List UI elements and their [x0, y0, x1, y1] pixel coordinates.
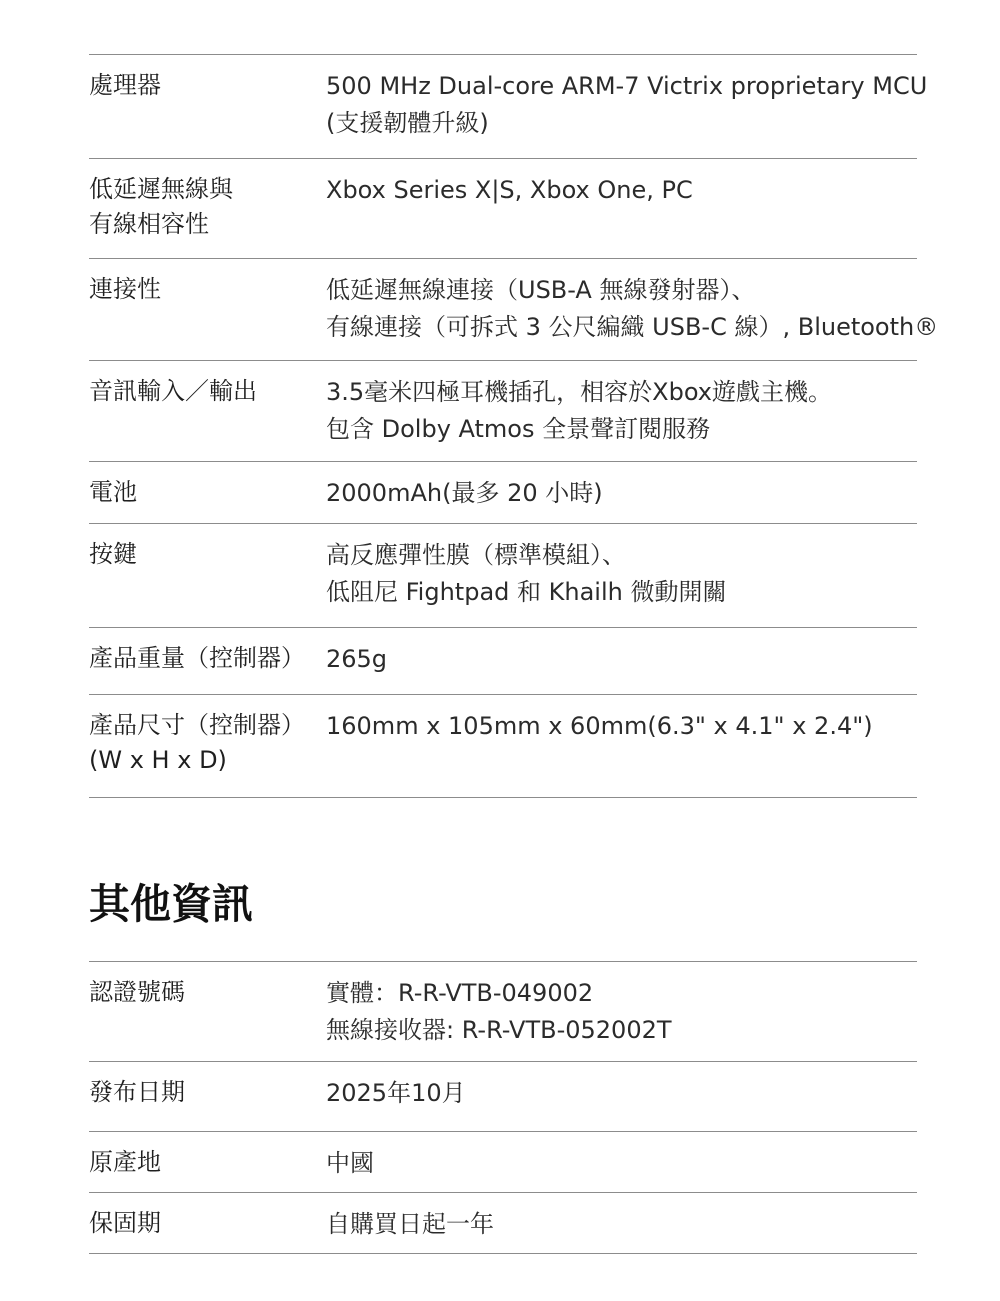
info-value-line: 實體：R-R-VTB-049002 — [326, 979, 594, 1007]
spec-label: 處理器 — [89, 71, 161, 99]
spec-value — [326, 159, 917, 258]
spec-label — [89, 695, 326, 797]
info-value — [326, 1193, 917, 1253]
spec-value — [326, 695, 917, 797]
spec-value-line: 500 MHz Dual-core ARM-7 Victrix proprietary MCU — [326, 72, 928, 100]
spec-label — [89, 159, 326, 258]
spec-label-line: (W x H x D) — [89, 746, 227, 774]
info-label: 認證號碼 — [89, 978, 185, 1006]
spec-row-processor — [89, 54, 928, 158]
spec-label: 連接性 — [89, 275, 161, 303]
info-value-line: 無線接收器: R-R-VTB-052002T — [326, 1016, 672, 1044]
spec-value-line: 包含 Dolby Atmos 全景聲訂閱服務 — [326, 415, 711, 443]
section-title-other-info: 其他資訊 — [89, 880, 253, 928]
spec-row-connectivity — [89, 258, 939, 360]
spec-row-weight — [89, 627, 917, 694]
spec-table — [89, 54, 939, 798]
spec-row-buttons — [89, 523, 917, 627]
info-label: 保固期 — [89, 1209, 161, 1237]
spec-value-line: 低延遲無線連接（USB-A 無線發射器）、 — [326, 276, 756, 304]
spec-value-line: 有線連接（可拆式 3 公尺編織 USB-C 線）, Bluetooth® — [326, 313, 939, 341]
spec-label: 產品重量（控制器） — [89, 644, 305, 672]
info-value-line: 中國 — [326, 1149, 374, 1177]
info-row-origin — [89, 1131, 917, 1192]
spec-value — [326, 361, 917, 461]
other-info-table — [89, 961, 917, 1254]
spec-label-line: 低延遲無線與 — [89, 175, 233, 203]
info-value-line: 自購買日起一年 — [326, 1210, 494, 1238]
spec-value-line: 低阻尼 Fightpad 和 Khailh 微動開關 — [326, 578, 727, 606]
info-row-certification — [89, 961, 917, 1061]
info-label: 原產地 — [89, 1148, 161, 1176]
spec-value-line: Xbox Series X|S, Xbox One, PC — [326, 176, 693, 204]
spec-value-line: 高反應彈性膜（標準模組）、 — [326, 541, 626, 569]
spec-label-line: 產品尺寸（控制器） — [89, 711, 305, 739]
spec-row-compatibility — [89, 158, 917, 258]
spec-value — [326, 524, 917, 627]
spec-label-line: 有線相容性 — [89, 210, 209, 238]
spec-row-dimensions — [89, 694, 917, 798]
info-label: 發布日期 — [89, 1078, 185, 1106]
spec-value — [326, 259, 938, 360]
info-value — [326, 1132, 917, 1192]
spec-value — [326, 628, 917, 694]
spec-value-line: 3.5毫米四極耳機插孔，相容於Xbox遊戲主機。 — [326, 378, 832, 406]
spec-row-battery — [89, 461, 917, 523]
spec-label: 按鍵 — [89, 540, 137, 568]
spec-value-line: 160mm x 105mm x 60mm(6.3" x 4.1" x 2.4") — [326, 712, 873, 740]
spec-label: 音訊輸入／輸出 — [89, 377, 257, 405]
info-value-line: 2025年10月 — [326, 1079, 466, 1107]
info-row-release-date — [89, 1061, 917, 1131]
spec-value — [326, 462, 917, 523]
info-row-warranty — [89, 1192, 917, 1254]
info-value — [326, 1062, 917, 1131]
spec-value-line: 2000mAh(最多 20 小時) — [326, 479, 603, 507]
spec-value-line: (支援韌體升級) — [326, 109, 489, 137]
info-value — [326, 962, 917, 1061]
spec-value — [326, 55, 927, 158]
spec-value-line: 265g — [326, 645, 388, 673]
spec-label: 電池 — [89, 478, 137, 506]
spec-row-audio — [89, 360, 917, 461]
